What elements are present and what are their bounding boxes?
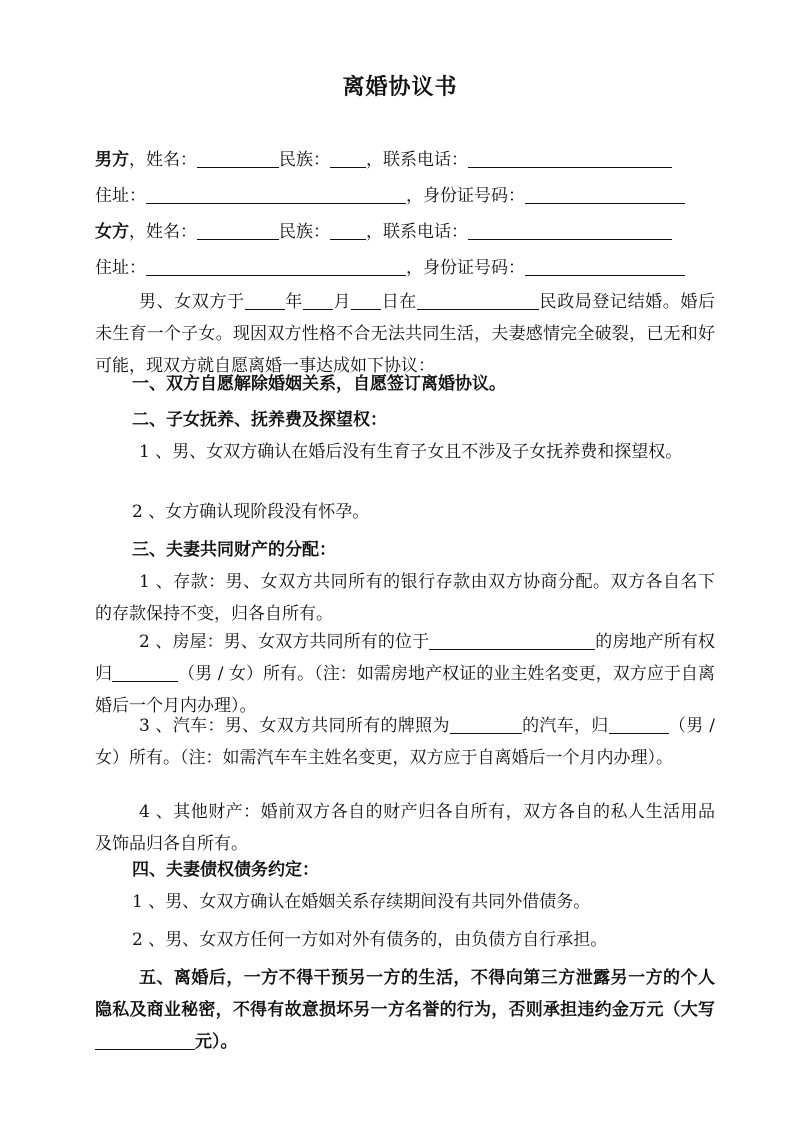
male-info-line-1: 男方，姓名： 民族： ，联系电话： xyxy=(95,148,715,172)
marriage-month-field[interactable] xyxy=(303,291,333,310)
car-owner-field[interactable] xyxy=(609,715,669,734)
section-3-heading: 三、夫妻共同财产的分配： xyxy=(132,540,336,560)
section-4-item-2: 2 、男、女双方任何一方如对外有债务的，由负债方自行承担。 xyxy=(132,930,608,950)
document-title: 离婚协议书 xyxy=(342,75,458,100)
penalty-amount-field[interactable] xyxy=(95,1031,195,1050)
section-3-item-4: 4 、其他财产：婚前双方各自的财产归各自所有，双方各自的私人生活用品及饰品归各自所有。 xyxy=(95,802,715,854)
marriage-day-field[interactable] xyxy=(351,291,381,310)
female-name-field[interactable] xyxy=(197,221,279,240)
section-2-item-2: 2 、女方确认现阶段没有怀孕。 xyxy=(132,502,370,522)
male-name-field[interactable] xyxy=(197,149,279,168)
female-info-line-2: 住址： ，身份证号码： xyxy=(95,256,715,280)
section-3-item-1: 1 、存款：男、女双方共同所有的银行存款由双方协商分配。双方各自名下的存款保持不变，归各自所有。 xyxy=(95,572,715,624)
section-5-paragraph: 五、离婚后，一方不得干预另一方的生活，不得向第三方泄露另一方的个人隐私及商业秘密，不得有故意损坏另一方名誉的行为，否则承担违约金万元（大写元）。 xyxy=(95,968,715,1052)
section-4-item-1: 1 、男、女双方确认在婚姻关系存续期间没有共同外借债务。 xyxy=(132,892,591,912)
section-2-heading: 二、子女抚养、抚养费及探望权： xyxy=(132,410,387,430)
registry-office-field[interactable] xyxy=(417,291,539,310)
female-address-field[interactable] xyxy=(146,257,406,276)
car-plate-field[interactable] xyxy=(450,715,522,734)
female-phone-field[interactable] xyxy=(468,221,672,240)
intro-paragraph: 男、女双方于 年 月 日在 民政局登记结婚。婚后未生育一个子女。现因双方性格不合无法共同生活，夫妻感情完全破裂，已无和好可能，现双方就自愿离婚一事达成如下协议： xyxy=(95,292,716,376)
female-id-field[interactable] xyxy=(525,257,685,276)
section-1-heading: 一、双方自愿解除婚姻关系，自愿签订离婚协议。 xyxy=(132,374,506,394)
property-location-field[interactable] xyxy=(429,631,595,650)
male-phone-field[interactable] xyxy=(468,149,672,168)
male-ethnicity-field[interactable] xyxy=(330,149,366,168)
female-ethnicity-field[interactable] xyxy=(330,221,366,240)
section-4-heading: 四、夫妻债权债务约定： xyxy=(132,860,319,880)
male-address-field[interactable] xyxy=(146,185,406,204)
section-3-item-3: 3 、汽车：男、女双方共同所有的牌照为 的汽车，归 （男 / 女）所有。（注：如需汽车车主姓名变更，双方应于自离婚后一个月内办理）。 xyxy=(95,716,715,768)
male-label: 男方 xyxy=(95,150,129,170)
property-owner-field[interactable] xyxy=(112,663,178,682)
male-info-line-2: 住址： ，身份证号码： xyxy=(95,184,715,208)
male-id-field[interactable] xyxy=(525,185,685,204)
female-label: 女方 xyxy=(95,222,129,242)
section-3-item-2: 2 、房屋：男、女双方共同所有的位于 的房地产所有权归 （男 / 女）所有。（注：如需房地产权证的业主姓名变更，双方应于自离婚后一个月内办理）。 xyxy=(95,632,715,716)
section-2-item-1: 1 、男、女双方确认在婚后没有生育子女且不涉及子女抚养费和探望权。 xyxy=(139,442,683,462)
female-info-line-1: 女方，姓名： 民族： ，联系电话： xyxy=(95,220,715,244)
marriage-year-field[interactable] xyxy=(245,291,285,310)
